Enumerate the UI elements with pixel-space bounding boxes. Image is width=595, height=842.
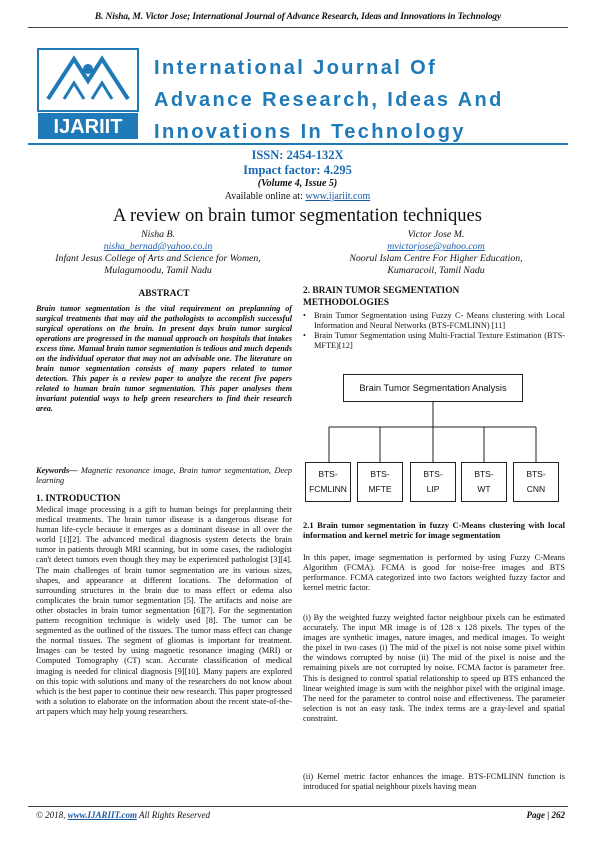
bullet-icon: • [303, 311, 306, 320]
subsection-2-1-paragraph-2: (i) By the weighted fuzzy weighted factor neighbour pixels can be estimated accurately. The input MR image is of 128 x 128 pixels. The types of the images are synthetic images, nature images, and medical images. To weight the pixel in two cases (i) The mid of the pixel is not noise some pixel within the windows corrupted by noise (ii) The mid of the pixel is noise and the remaining pixels are not corrupted by noise. FCMA factor is parameter free. This is designed to control spatial relationship to speed up BTS enhanced the linear weighted image is sum with the neighbor pixel with the original image. The need for the parameter to control noise and effectiveness. The parameter selection is not an easy task. The index terms are a gray-level and spatial constraint. [303, 613, 565, 723]
methods-diagram [300, 372, 568, 508]
running-header: B. Nisha, M. Victor Jose; International Journal of Advance Research, Ideas and Innovations in Technology [94, 12, 502, 22]
node-label-name: CNN [526, 484, 546, 494]
abstract-heading: ABSTRACT [138, 289, 190, 299]
journal-website-link[interactable]: www.ijariit.com [305, 191, 371, 202]
diagram-node-fcmlinn [305, 462, 351, 502]
author-block-1 [28, 229, 288, 277]
node-label-prefix: BTS- [474, 469, 494, 479]
issn: ISSN: 2454-132X [251, 148, 344, 162]
subsection-2-1-heading: 2.1 Brain tumor segmentation in fuzzy C-Means clustering with local information and kernel metric for image segmentation [303, 520, 565, 541]
footer-rule [28, 806, 568, 807]
node-label-prefix: BTS- [370, 469, 390, 479]
volume-issue: (Volume 4, Issue 5) [257, 178, 338, 189]
introduction-heading: 1. INTRODUCTION [36, 494, 121, 504]
journal-title-line-1: International Journal Of [154, 57, 438, 79]
subsection-2-1-paragraph-1: In this paper, image segmentation is performed by using Fuzzy C-Means Algorithm (FCMA). FCMA is good for noise-free images and BTS performance. FCMA categorized into two factors weighted fuzzy factor and kernel metric factor. [303, 553, 565, 593]
diagram-node-mfte [357, 462, 403, 502]
section2-heading-line-2: METHODOLOGIES [303, 298, 389, 308]
footer-suffix: All Rights Reserved [136, 810, 211, 820]
node-label-name: WT [477, 484, 491, 494]
node-label-prefix: BTS- [526, 469, 546, 479]
diagram-root-box: Brain Tumor Segmentation Analysis [343, 374, 523, 402]
journal-logo [34, 47, 142, 141]
journal-title-line-3: Innovations In Technology [154, 121, 466, 143]
author-block-2 [306, 229, 566, 277]
section2-heading-line-1: 2. BRAIN TUMOR SEGMENTATION [303, 286, 460, 296]
title-rule [28, 143, 568, 145]
author-name: Victor Jose M. [407, 229, 465, 240]
impact-factor: Impact factor: 4.295 [243, 163, 352, 177]
methods-list [303, 311, 565, 351]
author-email-link[interactable]: nisha_bernad@yahoo.co.in [103, 241, 213, 252]
bullet-icon: • [303, 331, 306, 341]
keywords-text: Magnetic resonance image, Brain tumor segmentation, Deep learning [36, 466, 292, 485]
paper-title: A review on brain tumor segmentation techniques [113, 206, 482, 226]
author-affiliation: Infant Jesus College of Arts and Science for Women, [55, 253, 261, 264]
footer-copyright [36, 810, 210, 820]
author-email-link[interactable]: mvictorjose@yahoo.com [387, 241, 485, 252]
available-prefix: Available online at: [224, 191, 306, 202]
node-label-name: MFTE [368, 484, 392, 494]
footer-prefix: © 2018, [36, 810, 68, 820]
author-location: Kumaracoil, Tamil Nadu [387, 265, 485, 276]
author-location: Mulagumoodu, Tamil Nadu [104, 265, 212, 276]
subsection-2-1-paragraph-3: (ii) Kernel metric factor enhances the image. BTS-FCMLINN function is introduced for spatial neighbour pixels having mean [303, 772, 565, 792]
list-item [303, 331, 565, 351]
list-item-text: Brain Tumor Segmentation using Multi-Fractial Texture Estimation (BTS-MFTE)[12] [314, 331, 565, 351]
availability-line [0, 191, 595, 202]
logo-text: IJARIIT [53, 116, 123, 138]
diagram-node-wt [461, 462, 507, 502]
author-affiliation: Noorul Islam Centre For Higher Education, [349, 253, 523, 264]
diagram-node-lip [410, 462, 456, 502]
journal-title-line-2: Advance Research, Ideas And [154, 89, 504, 111]
abstract-text: Brain tumor segmentation is the vital requirement on preplanning of surgical treatments that may aid the pathologists to accomplish successful surgical operations on the brain. In present days brain tumor surgical operations are progressed in the manual approach on hospitals that intakes excess time. Manual brain tumor segmentation is tedious and much depends on the individual operator that may not an advisable one. The literature on brain tumor segmentation consists of many papers related to tumor detection. This paper is a review paper to analyze the recent five papers related to human brain tumor segmentation. This paper analyses them invariant potential ways to help green researchers to find their research area. [36, 304, 292, 414]
node-label-prefix: BTS- [423, 469, 443, 479]
page-number: Page | 262 [526, 810, 565, 820]
introduction-text: Medical image processing is a gift to human beings for preplanning their medical treatments. The brain tumor disease is a dangerous disease for human life-cycle because it emerges as a dominant disease in all over the world [1][2]. The advanced medical diagnosis system detects the brain tumor in patients through MRI scanning, but in some cases, the radiologist can't detect tumors even though they may be experienced pathologist [3][4]. The main challenges of brain tumor segmentation are its various sizes, shapes, and appearance at different locations. The deformation of surrounding structures in the brain due to mass effect or edema also complicates the brain tumor segmentation [5]. The artifacts and noise are other obstacles in brain tumor segmentation [6][7]. For the segmentation pattern recognition technique is widely used [8]. The tumor can be segmented as the outlined of the tissues. The tumor mass effect can change the normal tissues. The segment of gliomas is important for treatment. Images can be tested by using magnetic resonance imaging (MRI) or Computed Tomography (CT) scan. Accurate classification of medical imaging is needed for clinical diagnosis [9][10]. Many papers are explored on this topic with solutions and many of the researchers do not know about which is the best paper to continue their new research. This paper progressed with a solution to elaborate on the information about the recent state-of-the-art papers which may help young researchers. [36, 505, 292, 716]
node-label-name: FCMLINN [309, 484, 347, 494]
author-name: Nisha B. [141, 229, 175, 240]
footer-website-link[interactable]: www.IJARIIT.com [67, 810, 137, 820]
node-label-name: LIP [426, 484, 440, 494]
diagram-node-cnn [513, 462, 559, 502]
list-item-text: Brain Tumor Segmentation using Fuzzy C- Means clustering with Local Information and Neural Networks (BTS-FCMLINN) [11] [314, 311, 565, 331]
keywords [36, 466, 292, 486]
list-item [303, 311, 565, 331]
header-rule [28, 27, 568, 28]
node-label-prefix: BTS- [318, 469, 338, 479]
keywords-label: Keywords— [36, 466, 78, 475]
